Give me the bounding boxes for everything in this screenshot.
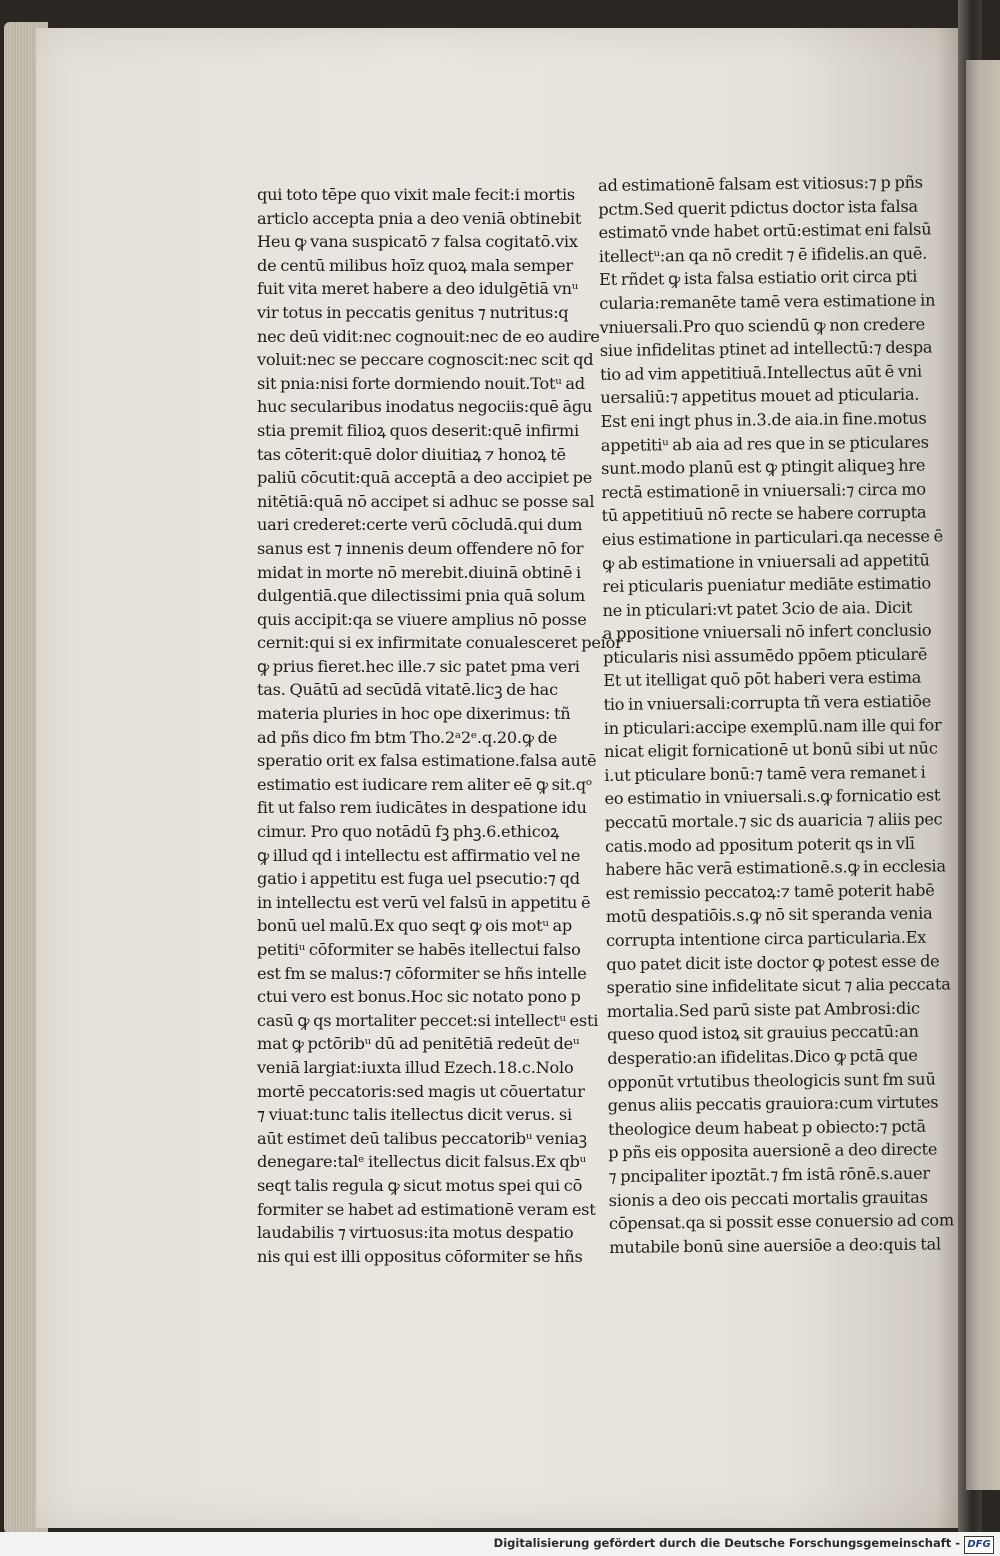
text-line: Et ut itelligat quō pōt haberi vera estima <box>603 668 922 691</box>
text-line: gatio i appetitu est fuga uel psecutio:⁊ qd <box>257 869 580 889</box>
text-line: bonū uel malū.Ex quo seqt ꝙ ois motᵘ ap <box>257 916 572 936</box>
text-line: ⁊ pncipaliter ipoztāt.⁊ fm istā rōnē.s.auer <box>608 1163 930 1186</box>
text-line: speratio sine infidelitate sicut ⁊ alia peccata <box>606 974 951 998</box>
text-line: tū appetitiuū nō recte se habere corrupta <box>601 502 927 526</box>
text-line: nis qui est illi oppositus cōformiter se hñs <box>257 1246 583 1266</box>
text-line: cernit:qui si ex infirmitate conualesceret peior <box>257 633 623 653</box>
text-line: in pticulari:accipe exemplū.nam ille qui for <box>603 715 942 738</box>
text-line: huc secularibus inodatus negociis:quē āgu <box>257 397 593 417</box>
text-line: laudabilis ⁊ virtuosus:ita motus despatio <box>257 1223 574 1243</box>
text-line: est fm se malus:⁊ cōformiter se hñs intelle <box>257 963 587 983</box>
text-line: rectā estimationē in vniuersali:⁊ circa mo <box>601 479 926 502</box>
text-line: estimatō vnde habet ortū:estimat eni falsū <box>598 219 932 243</box>
text-line: voluit:nec se peccare cognoscit:nec scit qd <box>257 350 594 370</box>
text-line: nec deū vidit:nec cognouit:nec de eo audire <box>257 326 600 346</box>
text-line: tas cōterit:quē dolor diuitiaꝝ ⁊ honoꝝ tē <box>257 444 566 464</box>
text-line: habere hāc verā estimationē.s.ꝙ in ecclesia <box>605 856 946 880</box>
text-line: sunt.modo planū est ꝙ ptingit aliqueꝫ hre <box>600 455 926 479</box>
text-line: pticularis nisi assumēdo ppōem pticularē <box>602 644 928 667</box>
text-line: eo estimatio in vniuersali.s.ꝙ fornicatio est <box>604 785 941 809</box>
text-line: sit pnia:nisi forte dormiendo nouit.Totᵘ ad <box>257 373 585 393</box>
text-line: de centū milibus hoīz quoꝝ mala semper <box>257 255 573 275</box>
text-line: stia premit filioꝝ quos deserit:quē infirmi <box>257 420 579 440</box>
text-line: ctui vero est bonus.Hoc sic notato pono p <box>257 987 581 1007</box>
text-line: denegare:talᵉ itellectus dicit falsus.Ex qbᵘ <box>257 1152 586 1172</box>
text-line: mutabile bonū sine auersiōe a deo:quis tal <box>609 1234 941 1257</box>
text-line: ꝙ prius fieret.hec ille.⁊ sic patet pma veri <box>257 656 580 676</box>
adjacent-page-edge <box>966 60 1000 1490</box>
text-line: desperatio:an ifidelitas.Dico ꝙ pctā que <box>607 1045 918 1068</box>
text-line: corrupta intentione circa particularia.Ex <box>605 927 927 950</box>
text-line: Heu ꝙ vana suspicatō ⁊ falsa cogitatō.vix <box>257 232 578 252</box>
text-line: appetitiᵘ ab aia ad res que in se pticulares <box>600 432 929 455</box>
text-line: fuit vita meret habere a deo idulgētiā vnᵘ <box>257 279 578 299</box>
text-line: tas. Quātū ad secūdā vitatē.licꝫ de hac <box>257 680 558 700</box>
text-line: seqt talis regula ꝙ sicut motus spei qui cō <box>257 1175 583 1195</box>
text-line: cōpensat.qa si possit esse conuersio ad com <box>608 1210 955 1234</box>
text-line: ꝙ illud qd i intellectu est affirmatio vel ne <box>257 845 581 865</box>
text-line: estimatio est iudicare rem aliter eē ꝙ sit.qᵒ <box>257 774 592 794</box>
text-line: qui toto tēpe quo vixit male fecit:i mortis <box>257 185 575 204</box>
text-line: rei pticularis pueniatur mediāte estimatio <box>602 573 932 597</box>
right-text-column <box>598 171 955 1260</box>
text-line: catis.modo ad ppositum poterit qs in vlī <box>604 833 915 856</box>
text-line: sionis a deo ois peccati mortalis grauitas <box>608 1187 928 1210</box>
text-line: aūt estimet deū talibus peccatoribᵘ veniaꝫ <box>257 1128 587 1148</box>
text-line: ⁊ viuat:tunc talis itellectus dicit verus. si <box>257 1105 572 1125</box>
text-line: peccatū mortale.⁊ sic ds auaricia ⁊ aliis pec <box>604 809 943 832</box>
text-line: uari crederet:certe verū cōcludā.qui dum <box>257 515 583 535</box>
text-line: sanus est ⁊ innenis deum offendere nō for <box>257 538 584 558</box>
text-line: itellectᵘ:an qa nō credit ⁊ ē ifidelis.an quē. <box>598 243 928 266</box>
dfg-logo: DFG <box>964 1536 994 1554</box>
text-line: materia pluries in hoc ope dixerimus: tñ <box>257 704 571 724</box>
text-line: vir totus in peccatis genitus ⁊ nutritus:q <box>257 302 569 322</box>
text-line: quis accipit:qa se viuere amplius nō posse <box>257 609 587 629</box>
funding-credit: Digitalisierung gefördert durch die Deutsche Forschungsgemeinschaft - <box>493 1536 960 1550</box>
text-line: ad estimationē falsam est vitiosus:⁊ p pñs <box>598 172 923 195</box>
left-text-column <box>257 183 623 1268</box>
text-line: petitiᵘ cōformiter se habēs itellectui falso <box>257 940 581 959</box>
text-line: vniuersali.Pro quo sciendū ꝙ non credere <box>599 314 926 337</box>
text-line: midat in morte nō merebit.diuinā obtinē i <box>257 562 581 582</box>
text-line: nicat eligit fornicationē ut bonū sibi ut nūc <box>603 738 938 762</box>
text-line: cularia:remanēte tamē vera estimatione in <box>599 290 936 313</box>
text-line: motū despatiōis.s.ꝙ nō sit speranda venia <box>605 903 933 927</box>
text-line: ad pñs dico fm btm Tho.2ᵃ2ᵉ.q.20.ꝙ de <box>257 727 558 747</box>
text-line: queso quod istoꝝ sit grauius peccatū:an <box>606 1022 919 1045</box>
text-line: tio ad vim appetitiuā.Intellectus aūt ē vni <box>599 361 923 384</box>
text-line: p pñs eis opposita auersionē a deo directe <box>608 1139 938 1163</box>
text-line: siue infidelitas ptinet ad intellectū:⁊ despa <box>599 337 933 361</box>
text-line: i.ut pticulare bonū:⁊ tamē vera remanet i <box>604 762 926 785</box>
text-line: uersaliū:⁊ appetitus mouet ad pticularia. <box>600 384 920 408</box>
text-line: Et rñdet ꝙ ista falsa estiatio orit circa pti <box>599 267 918 290</box>
text-line: mortē peccatoris:sed magis ut cōuertatur <box>257 1081 585 1101</box>
text-line: nitētiā:quā nō accipet si adhuc se posse sal <box>257 491 595 511</box>
text-line: speratio orit ex falsa estimatione.falsa autē <box>257 751 597 771</box>
text-line: a ppositione vniuersali nō infert conclusio <box>602 620 932 644</box>
text-line: formiter se habet ad estimationē veram est <box>257 1199 596 1219</box>
text-line: Est eni ingt phus in.3.de aia.in fine.motus <box>600 408 927 431</box>
text-line: eius estimatione in particulari.qa necesse ē <box>601 526 943 549</box>
text-line: theologice deum habeat p obiecto:⁊ pctā <box>607 1116 926 1139</box>
text-line: opponūt vrtutibus theologicis sunt fm suū <box>607 1069 936 1092</box>
text-line: ne in pticulari:vt patet 3cio de aia. Dicit <box>602 597 913 620</box>
text-line: tio in vniuersali:corrupta tñ vera estiatiōe <box>603 691 932 715</box>
text-line: est remissio peccatoꝝ:⁊ tamē poterit habē <box>605 880 935 903</box>
text-line: casū ꝙ qs mortaliter peccet:si intellectᵘ esti <box>257 1010 599 1030</box>
text-line: ꝙ ab estimatione in vniuersali ad appetitū <box>601 550 930 573</box>
text-line: veniā largiat:iuxta illud Ezech.18.c.Nolo <box>257 1057 574 1077</box>
text-line: articlo accepta pnia a deo veniā obtinebit <box>257 208 582 228</box>
text-line: pctm.Sed querit pdictus doctor ista falsa <box>598 196 918 219</box>
text-line: in intellectu est verū vel falsū in appetitu ē <box>257 892 591 912</box>
text-line: quo patet dicit iste doctor ꝙ potest esse de <box>606 951 940 974</box>
text-line: mortalia.Sed parū siste pat Ambrosi:dic <box>606 998 920 1021</box>
text-line: genus aliis peccatis grauiora:cum virtutes <box>607 1092 939 1116</box>
text-line: fit ut falso rem iudicātes in despatione idu <box>257 798 587 818</box>
text-line: paliū cōcutit:quā acceptā a deo accipiet pe <box>257 468 593 488</box>
text-line: dulgentiā.que dilectissimi pnia quā solum <box>257 586 585 606</box>
text-line: mat ꝙ pctōribᵘ dū ad penitētiā redeūt deᵘ <box>257 1034 580 1054</box>
text-line: cimur. Pro quo notādū fꝫ phꝫ.6.ethicoꝝ <box>257 822 560 842</box>
